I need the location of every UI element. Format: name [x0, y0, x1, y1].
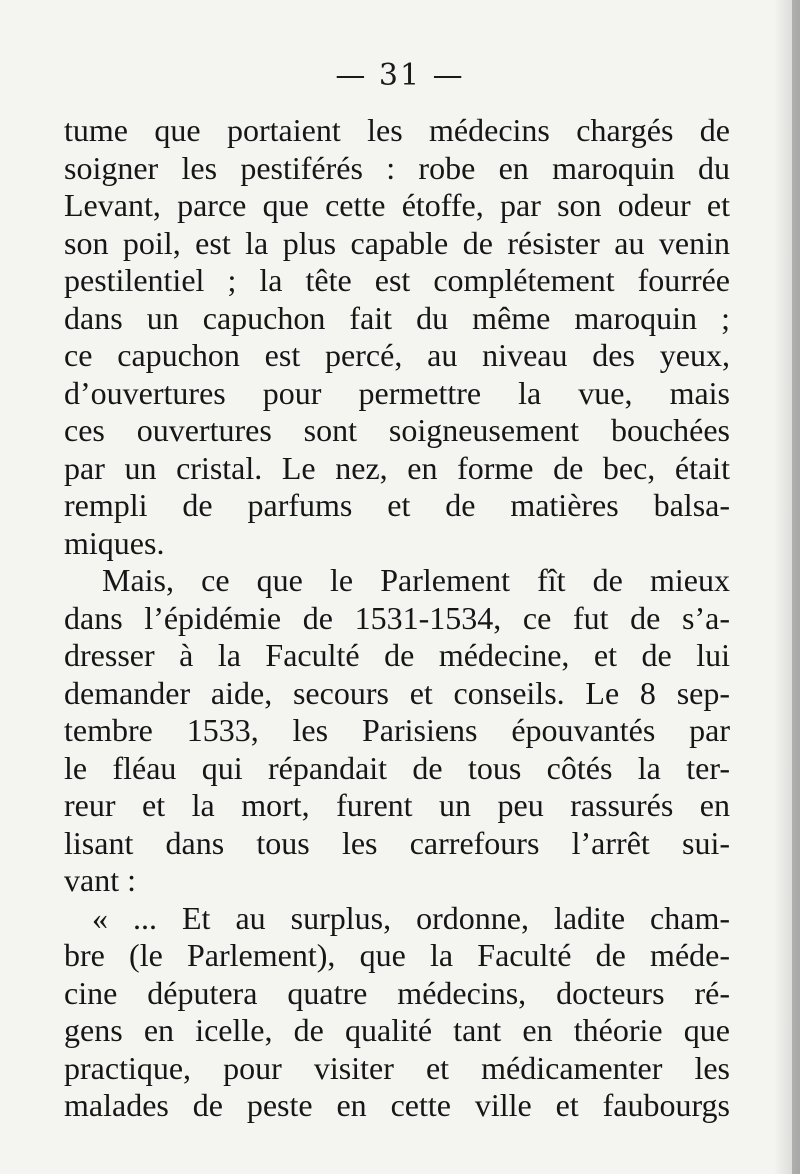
text-line: dans un capuchon fait du même maroquin ; — [64, 299, 730, 336]
text-line: le fléau qui répandait de tous côtés la ter- — [64, 749, 730, 786]
text-line: tume que portaient les médecins chargés de — [64, 112, 730, 148]
page-number: — 31 — — [335, 58, 465, 93]
text-line: gens en icelle, de qualité tant en théorie que — [64, 1012, 730, 1048]
text-line: cine députera quatre médecins, docteurs ré- — [64, 974, 730, 1011]
text-line: d’ouvertures pour permettre la vue, mais — [64, 374, 730, 411]
text-line: malades de peste en cette ville et faubourgs — [64, 1087, 730, 1123]
text-line: miques. — [64, 524, 165, 561]
text-line: dans l’épidémie de 1531-1534, ce fut de s’a- — [64, 599, 730, 636]
text-line: dresser à la Faculté de médecine, et de lui — [64, 637, 730, 673]
text-line: rempli de parfums et de matières balsa- — [64, 487, 730, 523]
text-line: demander aide, secours et conseils. Le 8 sep- — [64, 674, 730, 711]
quote-start-line: « ... Et au surplus, ordonne, ladite cham- — [92, 899, 730, 936]
text-line: vant : — [64, 862, 136, 898]
text-line: tembre 1533, les Parisiens épouvantés par — [64, 712, 730, 748]
text-line: ces ouvertures sont soigneusement bouchées — [64, 412, 730, 448]
text-line: reur et la mort, furent un peu rassurés en — [64, 787, 730, 823]
text-line: practique, pour visiter et médicamenter les — [64, 1049, 730, 1086]
page-edge-shadow — [792, 0, 800, 1174]
page-body-text — [64, 112, 730, 1125]
paragraph-start-line: Mais, ce que le Parlement fît de mieux — [102, 562, 730, 598]
text-line: Levant, parce que cette étoffe, par son odeur et — [64, 187, 730, 223]
text-line: son poil, est la plus capable de résister au venin — [64, 224, 730, 261]
text-line: par un cristal. Le nez, en forme de bec, était — [64, 449, 730, 486]
text-line: ce capuchon est percé, au niveau des yeux, — [64, 337, 730, 373]
text-line: bre (le Parlement), que la Faculté de méde- — [64, 937, 730, 973]
text-line: soigner les pestiférés : robe en maroquin du — [64, 149, 730, 186]
text-line: lisant dans tous les carrefours l’arrêt sui- — [64, 824, 730, 861]
text-line: pestilentiel ; la tête est complétement fourrée — [64, 262, 730, 298]
